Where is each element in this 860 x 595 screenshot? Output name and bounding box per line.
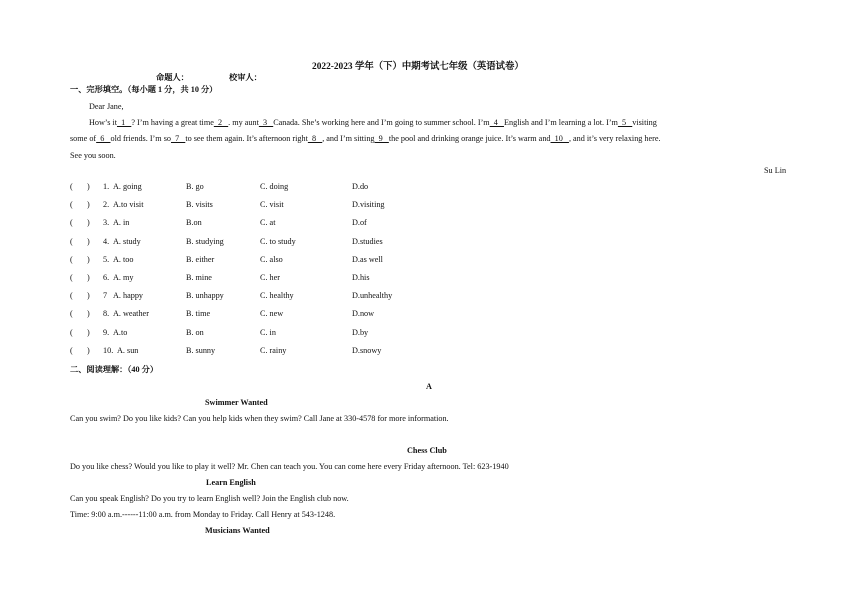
answer-paren[interactable]: ( ): [70, 200, 90, 210]
salutation: Dear Jane,: [89, 102, 124, 111]
question-number: 4.: [103, 236, 110, 246]
passage-text: the pool and drinking orange juice. It’s warm and: [388, 134, 551, 143]
blank-10: 10: [550, 134, 569, 143]
question-number: 10.: [103, 345, 114, 355]
passage-text: , and it’s very relaxing here.: [568, 134, 661, 143]
option-a: A. too: [113, 254, 134, 264]
option-c: C. healthy: [260, 291, 294, 301]
option-c: C. also: [260, 254, 283, 264]
option-c: C. doing: [260, 182, 289, 191]
blank-6: 6: [96, 134, 111, 143]
question-number: 1.: [103, 182, 110, 191]
option-b: B.on: [186, 218, 202, 228]
answer-paren[interactable]: ( ): [70, 345, 90, 355]
blank-7: 7: [170, 134, 186, 143]
option-c: C. at: [260, 218, 276, 228]
question-number: 2.: [103, 200, 110, 210]
option-c: C. in: [260, 327, 276, 337]
exam-title: 2022-2023 学年（下）中期考试七年级（英语试卷）: [312, 62, 524, 72]
option-b: B. sunny: [186, 345, 216, 355]
option-a: A. sun: [117, 345, 139, 355]
section2-heading: 二、阅读理解：（40 分）: [70, 365, 159, 374]
option-b: B. either: [186, 254, 215, 264]
option-b: B. time: [186, 309, 211, 319]
question-number: 9.: [103, 327, 110, 337]
passage-text: ? I’m having a great time: [131, 118, 214, 127]
answer-paren[interactable]: ( ): [70, 182, 90, 191]
passage-text: . my aunt: [228, 118, 259, 127]
option-d: D.snowy: [352, 345, 382, 355]
option-b: B. go: [186, 182, 204, 191]
ad-text-english-2: Time: 9:00 a.m.------11:00 a.m. from Monday to Friday. Call Henry at 543-1248.: [70, 510, 336, 519]
ad-title-musicians: Musicians Wanted: [205, 526, 270, 535]
option-a: A.to: [113, 327, 128, 337]
ad-title-swimmer: Swimmer Wanted: [205, 398, 268, 407]
passage-text: some of: [70, 134, 97, 143]
reviewer-label: 校审人：: [229, 73, 262, 82]
option-d: D.studies: [352, 236, 383, 246]
answer-paren[interactable]: ( ): [70, 254, 90, 264]
blank-3: 3: [258, 118, 274, 127]
option-a: A. my: [113, 273, 134, 282]
blank-9: 9: [374, 134, 389, 143]
option-c: C. visit: [260, 200, 284, 210]
blank-2: 2: [213, 118, 229, 127]
answer-paren[interactable]: ( ): [70, 309, 90, 319]
ad-text-english-1: Can you speak English? Do you try to learn English well? Join the English club now.: [70, 494, 349, 503]
answer-paren[interactable]: ( ): [70, 218, 90, 228]
option-b: B. on: [186, 327, 204, 337]
passage-text: visiting: [632, 118, 657, 127]
option-d: D.his: [352, 273, 370, 282]
option-d: D.as well: [352, 254, 383, 264]
ad-text-swimmer: Can you swim? Do you like kids? Can you help kids when they swim? Call Jane at 330-4578 for more information.: [70, 414, 449, 423]
option-a: A. in: [113, 218, 130, 228]
option-d: D.now: [352, 309, 375, 319]
option-c: C. her: [260, 273, 281, 282]
option-d: D.visiting: [352, 200, 385, 210]
question-number: 7: [103, 291, 108, 301]
option-b: B. studying: [186, 236, 224, 246]
proposer-label: 命题人：: [156, 73, 189, 82]
option-a: A. happy: [113, 291, 144, 301]
option-c: C. new: [260, 309, 284, 319]
option-a: A. going: [113, 182, 142, 191]
passage-text: , and I’m sitting: [322, 134, 375, 143]
part-label: A: [426, 382, 432, 391]
option-a: A. weather: [113, 309, 149, 319]
option-d: D.do: [352, 182, 369, 191]
signature: Su Lin: [764, 166, 787, 175]
answer-paren[interactable]: ( ): [70, 291, 90, 301]
option-c: C. rainy: [260, 345, 287, 355]
ad-title-chess: Chess Club: [407, 446, 447, 455]
option-a: A.to visit: [113, 200, 144, 210]
question-number: 5.: [103, 254, 110, 264]
blank-5: 5: [617, 118, 633, 127]
blank-4: 4: [489, 118, 504, 127]
passage-line-1: [89, 118, 657, 127]
answer-paren[interactable]: ( ): [70, 327, 90, 337]
option-d: D.unhealthy: [352, 291, 393, 301]
option-b: B. mine: [186, 273, 212, 282]
answer-paren[interactable]: ( ): [70, 236, 90, 246]
option-a: A. study: [113, 236, 141, 246]
passage-line-2: [70, 134, 661, 143]
option-d: D.by: [352, 327, 369, 337]
blank-8: 8: [307, 134, 323, 143]
passage-text: old friends. I’m so: [110, 134, 171, 143]
passage-text: How’s it: [89, 118, 117, 127]
passage-text: English and I’m learning a lot. I’m: [504, 118, 618, 127]
closing: See you soon.: [70, 151, 116, 160]
answer-paren[interactable]: ( ): [70, 273, 90, 282]
question-number: 3.: [103, 218, 110, 228]
option-c: C. to study: [260, 236, 296, 246]
blank-1: 1: [116, 118, 132, 127]
passage-text: to see them again. It’s afternoon right: [185, 134, 308, 143]
ad-text-chess: Do you like chess? Would you like to play it well? Mr. Chen can teach you. You can come here every Friday afternoon. Tel: 623-1940: [70, 462, 509, 471]
option-b: B. unhappy: [186, 291, 224, 301]
option-b: B. visits: [186, 200, 213, 210]
option-d: D.of: [352, 218, 367, 228]
question-number: 6.: [103, 273, 110, 282]
ad-title-english: Learn English: [206, 478, 256, 487]
passage-text: Canada. She’s working here and I’m going to summer school. I’m: [273, 118, 490, 127]
question-number: 8.: [103, 309, 110, 319]
section1-heading: 一、完形填空。（每小题 1 分，共 10 分）: [70, 85, 218, 94]
